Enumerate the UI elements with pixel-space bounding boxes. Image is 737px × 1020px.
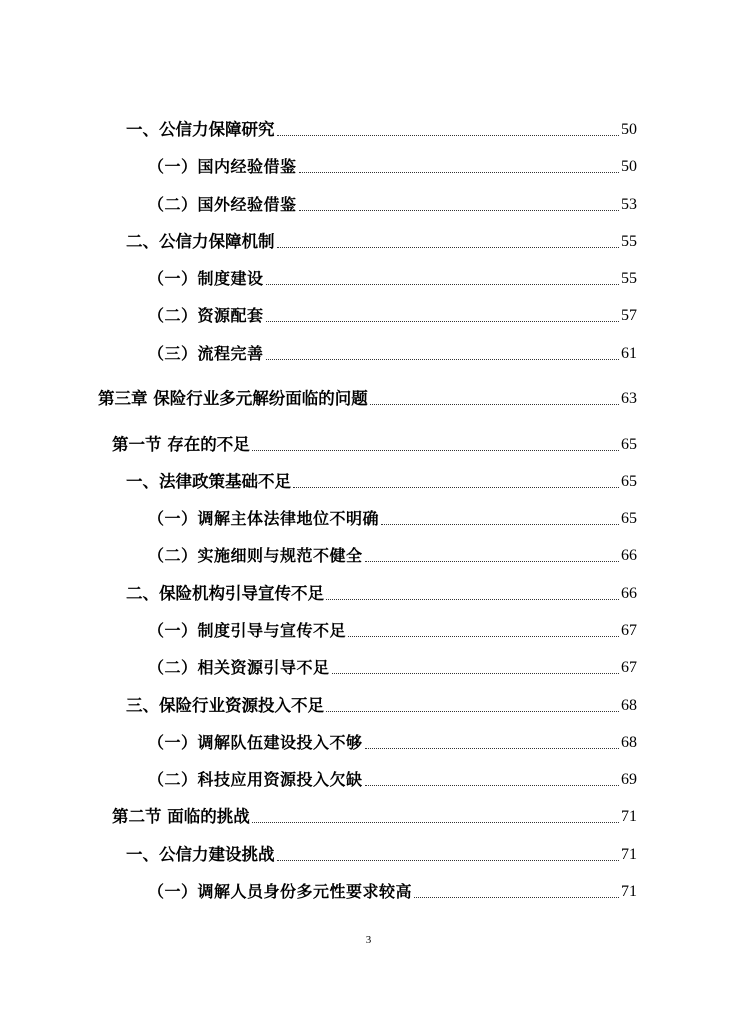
toc-entry-page-number: 65: [621, 473, 637, 490]
toc-entry-page-number: 55: [621, 270, 637, 287]
toc-entry-page-number: 69: [621, 771, 637, 788]
toc-entry[interactable]: [148, 338, 637, 364]
toc-entry-title: 三、保险行业资源投入不足: [126, 696, 324, 715]
toc-dot-leader: [252, 822, 619, 823]
toc-entry-title: （一）调解人员身份多元性要求较高: [148, 882, 413, 901]
toc-entry[interactable]: [148, 540, 637, 566]
toc-entry[interactable]: [126, 114, 637, 140]
toc-entry[interactable]: [98, 383, 637, 409]
toc-entry[interactable]: [148, 764, 637, 790]
toc-entry[interactable]: [126, 466, 637, 492]
toc-entry-title: （二）资源配套: [148, 306, 264, 325]
toc-dot-leader: [266, 359, 619, 360]
toc-entry[interactable]: [126, 690, 637, 716]
toc-entry-page-number: 61: [621, 345, 637, 362]
toc-dot-leader: [266, 284, 619, 285]
toc-entry[interactable]: [126, 226, 637, 252]
toc-entry-page-number: 53: [621, 196, 637, 213]
toc-entry-page-number: 66: [621, 547, 637, 564]
toc-entry[interactable]: [148, 727, 637, 753]
toc-dot-leader: [293, 487, 619, 488]
toc-dot-leader: [326, 599, 619, 600]
toc-entry-title: （一）制度引导与宣传不足: [148, 621, 347, 640]
toc-entry-page-number: 68: [621, 734, 637, 751]
toc-entry-title: （一）制度建设: [148, 269, 264, 288]
toc-dot-leader: [299, 210, 619, 211]
toc-entry-title: 第二节 面临的挑战: [112, 807, 250, 826]
toc-entry-page-number: 68: [621, 697, 637, 714]
toc-entry-page-number: 71: [621, 846, 637, 863]
toc-entry-page-number: 55: [621, 233, 637, 250]
toc-entry-page-number: 71: [621, 883, 637, 900]
toc-entry[interactable]: [148, 615, 637, 641]
toc-entry[interactable]: [148, 300, 637, 326]
toc-entry-title: （二）实施细则与规范不健全: [148, 546, 363, 565]
toc-entry[interactable]: [148, 151, 637, 177]
toc-entry-page-number: 71: [621, 808, 637, 825]
toc-dot-leader: [414, 897, 619, 898]
toc-dot-leader: [332, 673, 619, 674]
toc-entry-title: 第一节 存在的不足: [112, 435, 250, 454]
toc-dot-leader: [299, 172, 619, 173]
toc-entry-title: （三）流程完善: [148, 344, 264, 363]
toc-entry-title: （二）科技应用资源投入欠缺: [148, 770, 363, 789]
toc-entry-title: 二、公信力保障机制: [126, 232, 275, 251]
toc-dot-leader: [365, 785, 619, 786]
toc-entry-page-number: 67: [621, 622, 637, 639]
toc-dot-leader: [266, 321, 619, 322]
toc-entry-title: （一）调解主体法律地位不明确: [148, 509, 380, 528]
toc-entry-title: （二）国外经验借鉴: [148, 195, 297, 214]
toc-dot-leader: [381, 524, 619, 525]
toc-entry[interactable]: [112, 801, 637, 827]
toc-entry-page-number: 57: [621, 307, 637, 324]
toc-entry-page-number: 65: [621, 510, 637, 527]
toc-entry[interactable]: [148, 263, 637, 289]
toc-entry[interactable]: [112, 429, 637, 455]
toc-entry-title: 第三章 保险行业多元解纷面临的问题: [98, 389, 368, 408]
toc-dot-leader: [370, 404, 619, 405]
toc-entry-title: 一、公信力建设挑战: [126, 845, 275, 864]
toc-entry-title: 一、法律政策基础不足: [126, 472, 291, 491]
toc-dot-leader: [252, 450, 619, 451]
toc-entry-page-number: 67: [621, 659, 637, 676]
toc-entry-page-number: 66: [621, 585, 637, 602]
toc-dot-leader: [365, 561, 619, 562]
toc-entry-page-number: 50: [621, 121, 637, 138]
toc-entry[interactable]: [148, 189, 637, 215]
toc-dot-leader: [365, 748, 619, 749]
toc-dot-leader: [277, 135, 620, 136]
toc-dot-leader: [277, 860, 620, 861]
toc-dot-leader: [348, 636, 619, 637]
toc-entry-title: （一）调解队伍建设投入不够: [148, 733, 363, 752]
toc-entry[interactable]: [148, 876, 637, 902]
toc-entry-page-number: 50: [621, 158, 637, 175]
toc-dot-leader: [326, 711, 619, 712]
page-number: 3: [365, 934, 372, 946]
toc-entry-page-number: 63: [621, 390, 637, 407]
toc-entry[interactable]: [148, 652, 637, 678]
toc-entry-page-number: 65: [621, 436, 637, 453]
toc-entry-title: 二、保险机构引导宣传不足: [126, 584, 324, 603]
toc-entry[interactable]: [126, 839, 637, 865]
toc-entry-title: 一、公信力保障研究: [126, 120, 275, 139]
toc-entry-title: （二）相关资源引导不足: [148, 658, 330, 677]
toc-entry[interactable]: [126, 578, 637, 604]
toc-dot-leader: [277, 247, 620, 248]
toc-entry-title: （一）国内经验借鉴: [148, 157, 297, 176]
toc-entry[interactable]: [148, 503, 637, 529]
